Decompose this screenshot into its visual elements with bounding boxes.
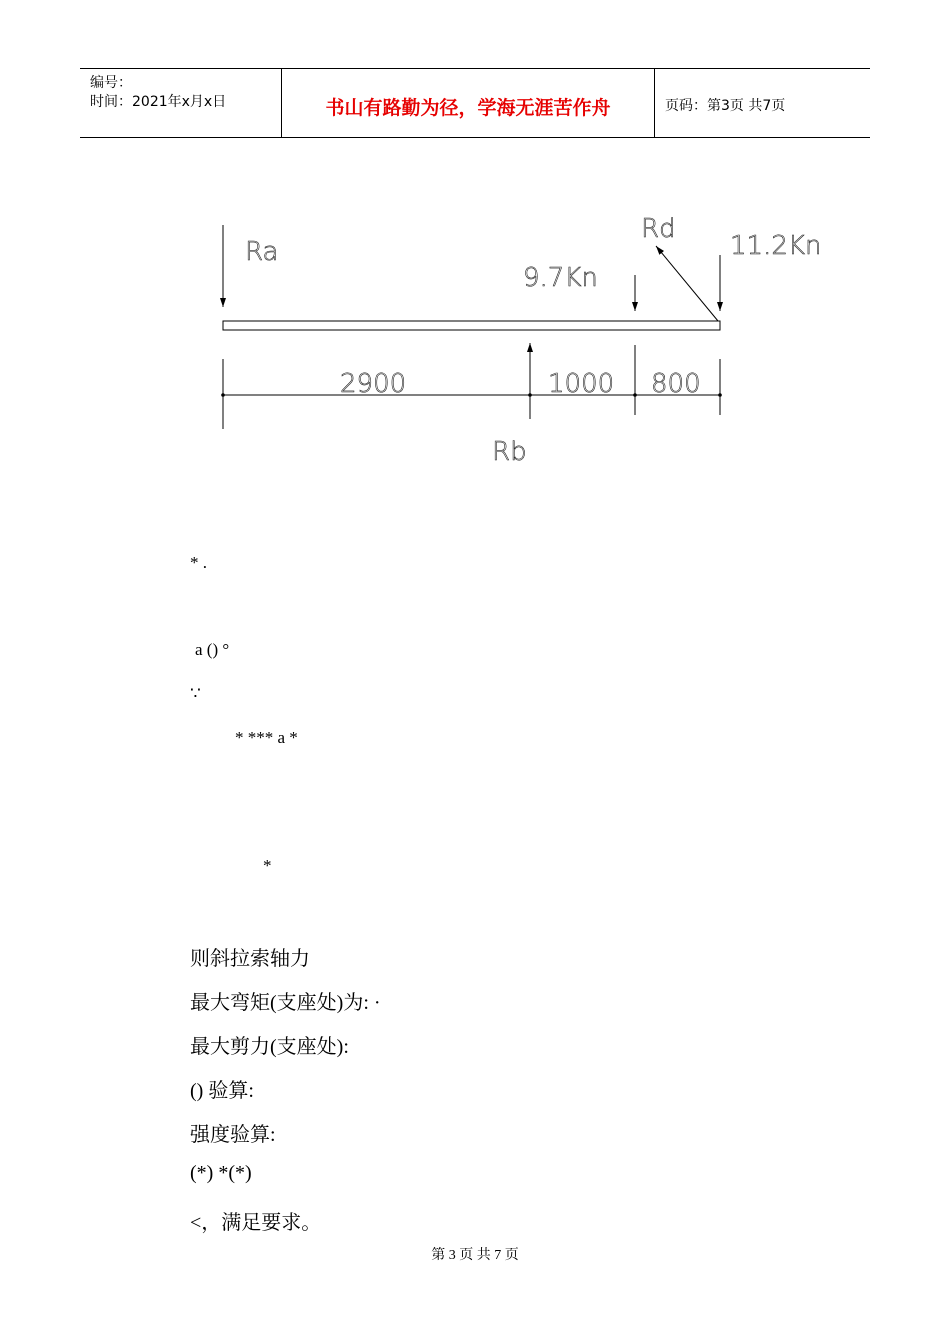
number-label: 编号： <box>90 75 132 91</box>
body-line: (*) *(*) <box>190 1162 252 1184</box>
dimension-1-label: 2900 <box>340 369 407 399</box>
header-left-cell <box>80 69 282 137</box>
motto: 书山有路勤为径，学海无涯苦作舟 <box>325 97 611 119</box>
dim-dot <box>718 393 722 397</box>
dim-dot <box>221 393 225 397</box>
because-symbol: ∵ <box>190 684 201 703</box>
time-label: 时间：2021年x月x日 <box>90 94 227 110</box>
dimension-3-label: 800 <box>651 369 701 399</box>
dimension-2-label: 1000 <box>548 369 615 399</box>
beam-diagram <box>200 205 840 475</box>
page-footer: 第 3 页 共 7 页 <box>431 1248 519 1263</box>
ra-label: Ra <box>245 237 279 267</box>
rd-arrow <box>656 246 718 321</box>
rb-label: Rb <box>492 437 527 467</box>
beam <box>223 321 720 330</box>
header-table <box>80 68 870 138</box>
rd-label: Rd <box>641 214 676 244</box>
load-end-label: 11.2Kn <box>730 231 822 261</box>
body-line: 最大弯矩(支座处)为: · <box>190 992 381 1014</box>
page-label: 页码：第3页 共7页 <box>665 98 786 114</box>
header-middle-cell <box>282 69 655 137</box>
dim-dot <box>528 393 532 397</box>
body-line: () 验算: <box>190 1080 254 1102</box>
body-line: 强度验算: <box>190 1124 276 1146</box>
load-mid-label: 9.7Kn <box>523 263 598 293</box>
body-line: 则斜拉索轴力 <box>190 948 310 970</box>
formula-symbols: * *** a * <box>235 728 298 747</box>
formula-symbols: * . <box>190 553 207 572</box>
body-line: 最大剪力(支座处): <box>190 1036 349 1058</box>
formula-symbols: a () ° <box>195 640 230 659</box>
header-right-cell <box>655 69 870 137</box>
formula-symbols: * <box>263 856 272 875</box>
dim-dot <box>633 393 637 397</box>
body-line: <，满足要求。 <box>190 1212 322 1234</box>
